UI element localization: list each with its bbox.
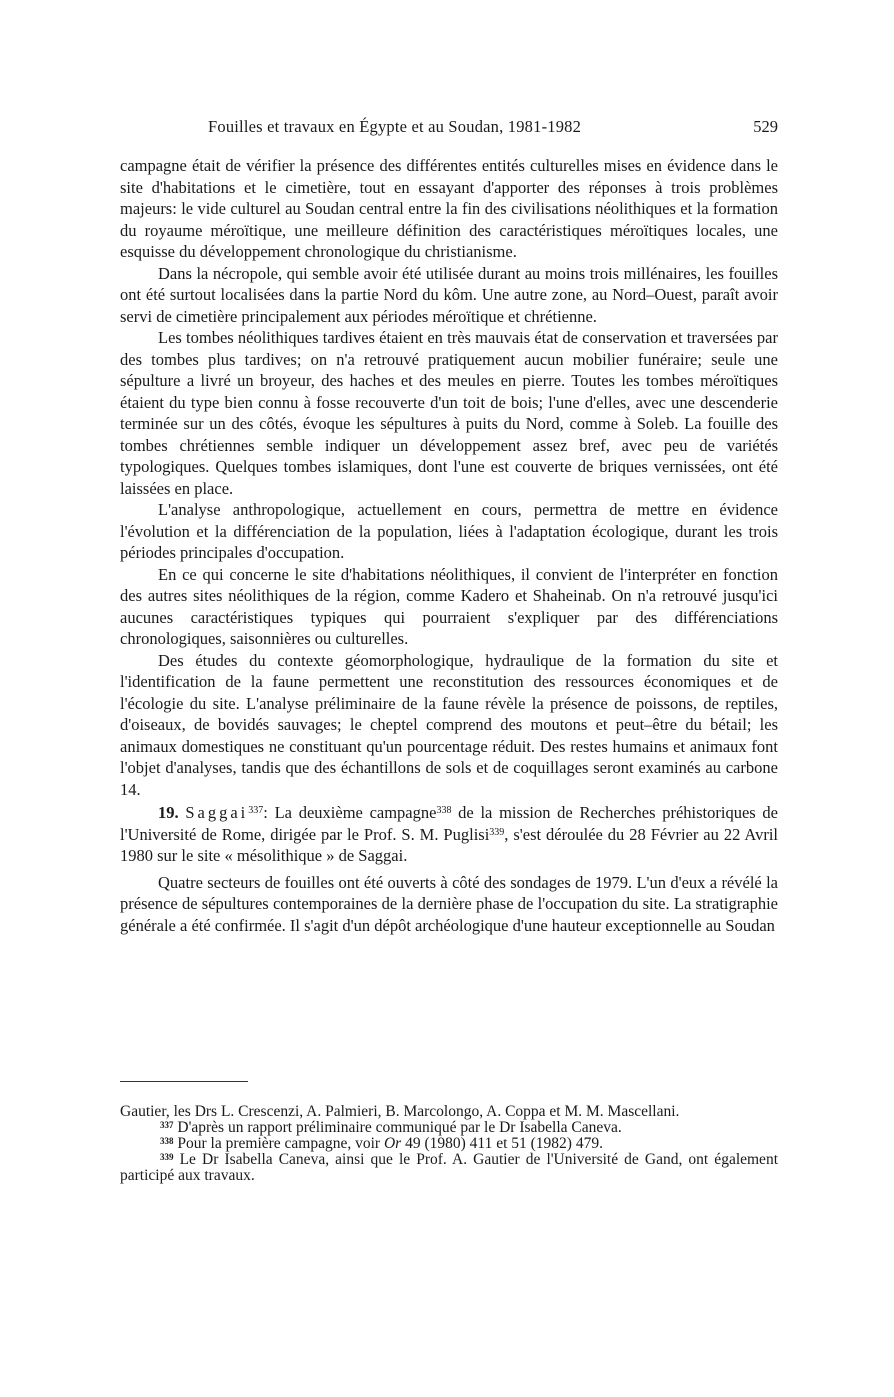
footnote-text: D'après un rapport préliminaire communiqué par le Dr Isabella Caneva. <box>173 1119 622 1136</box>
section-text-part: : La deuxième campagne <box>263 803 437 822</box>
footnote-number: 337 <box>160 1120 174 1130</box>
footnote-ref-337[interactable]: 337 <box>248 805 264 816</box>
footnote-separator <box>120 1081 248 1082</box>
paragraph-habitations: En ce qui concerne le site d'habitations néolithiques, il convient de l'interpréter en fonction des autres sites néolithiques de la région, comme Kadero et Shaheinab. On n'a retrouvé jusqu'ici aucunes caractéristiques typiques qui pourraient s'expliquer par des différenciations chronologiques, saisonnières ou culturelles. <box>120 564 778 648</box>
paragraph-anthropologie: L'analyse anthropologique, actuellement en cours, permettra de mettre en évidence l'évolution et la différenciation de la population, liées à l'adaptation écologique, durant les trois périodes principales d'occupation. <box>120 500 778 562</box>
footnote-continuation: Gautier, les Drs L. Crescenzi, A. Palmieri, B. Marcolongo, A. Coppa et M. M. Mascellani. <box>120 1103 680 1120</box>
main-text <box>120 155 778 936</box>
footnote-text: Pour la première campagne, voir <box>173 1135 384 1152</box>
site-name: Saggai <box>185 803 249 822</box>
section-text-part: de la mission de Recherches préhistoriques de l'Université de Rome, dirigée par le Prof. S. M. Puglisi <box>120 803 778 844</box>
running-header <box>120 117 778 141</box>
section-number: 19. <box>158 803 179 822</box>
journal-abbreviation: Or <box>383 1135 402 1152</box>
section-19-saggai <box>120 802 778 867</box>
paragraph-geomorphologie: Des études du contexte géomorphologique, hydraulique de la formation du site et l'identification de la faune permettent une reconstitution des ressources économiques et de l'écologie du site. L'analyse préliminaire de la faune révèle la présence de poissons, de reptiles, d'oiseaux, de bovidés sauvages; le cheptel comprend des moutons et peut–être du bétail; les animaux domestiques ne constituant qu'un pourcentage réduit. Des restes humains et animaux font l'objet d'analyses, tandis que des échantillons de sols et de coquillages seront examinés au carbone 14. <box>120 650 778 799</box>
footnote-338 <box>120 1136 778 1152</box>
footnote-number: 339 <box>160 1152 174 1162</box>
footnote-number: 338 <box>160 1136 174 1146</box>
footnote-339 <box>120 1152 778 1184</box>
footnote-text: 49 (1980) 411 et 51 (1982) 479. <box>401 1135 603 1152</box>
paragraph-secteurs: Quatre secteurs de fouilles ont été ouverts à côté des sondages de 1979. L'un d'eux a révélé la présence de sépultures contemporaines de la dernière phase de l'occupation du site. La stratigraphie générale a été confirmée. Il s'agit d'un dépôt archéologique d'une hauteur exceptionnelle au Soudan <box>120 872 778 935</box>
page-number: 529 <box>753 117 778 136</box>
section-text-part: , s'est déroulée du 28 Février au 22 Avril 1980 sur le site « mésolithique » de Saggai. <box>120 824 778 865</box>
paragraph-necropole: Dans la nécropole, qui semble avoir été utilisée durant au moins trois millénaires, les fouilles ont été surtout localisées dans la partie Nord du kôm. Une autre zone, au Nord–Ouest, paraît avoir servi de cimetière principalement aux périodes méroïtique et chrétienne. <box>120 263 778 326</box>
paragraph-tombes: Les tombes néolithiques tardives étaient en très mauvais état de conservation et traversées par des tombes plus tardives; on n'a retrouvé pratiquement aucun mobilier funéraire; seule une sépulture a livré un broyeur, des haches et des meules en pierre. Toutes les tombes méroïtiques étaient du type bien connu à fosse recouverte d'un toit de bois; l'une d'elles, avec une descenderie terminée sur un des côtés, évoque les sépultures à puits du Nord, comme à Soleb. La fouille des tombes chrétiennes semble indiquer un développement assez bref, avec peu de variétés typologiques. Quelques tombes islamiques, dont l'une est couverte de briques vernissées, ont été laissées en place. <box>120 328 778 498</box>
paragraph-continuation: campagne était de vérifier la présence des différentes entités culturelles mises en évidence dans le site d'habitations et le cimetière, tout en essayant d'apporter des réponses à trois problèmes majeurs: le vide culturel au Soudan central entre la fin des civilisations néolithiques et la formation du royaume méroïtique, une meilleure définition des caractéristiques méroïtiques locales, une esquisse du développement chronologique du christianisme. <box>120 156 778 261</box>
footnote-text: Le Dr Isabella Caneva, ainsi que le Prof. A. Gautier de l'Université de Gand, ont également participé aux travaux. <box>120 1151 778 1184</box>
footnote-ref-338[interactable]: 338 <box>436 805 452 816</box>
footnotes <box>120 1104 778 1184</box>
footnote-337 <box>120 1120 778 1136</box>
footnote-ref-339[interactable]: 339 <box>489 826 505 838</box>
running-title: Fouilles et travaux en Égypte et au Soudan, 1981-1982 <box>208 117 582 136</box>
